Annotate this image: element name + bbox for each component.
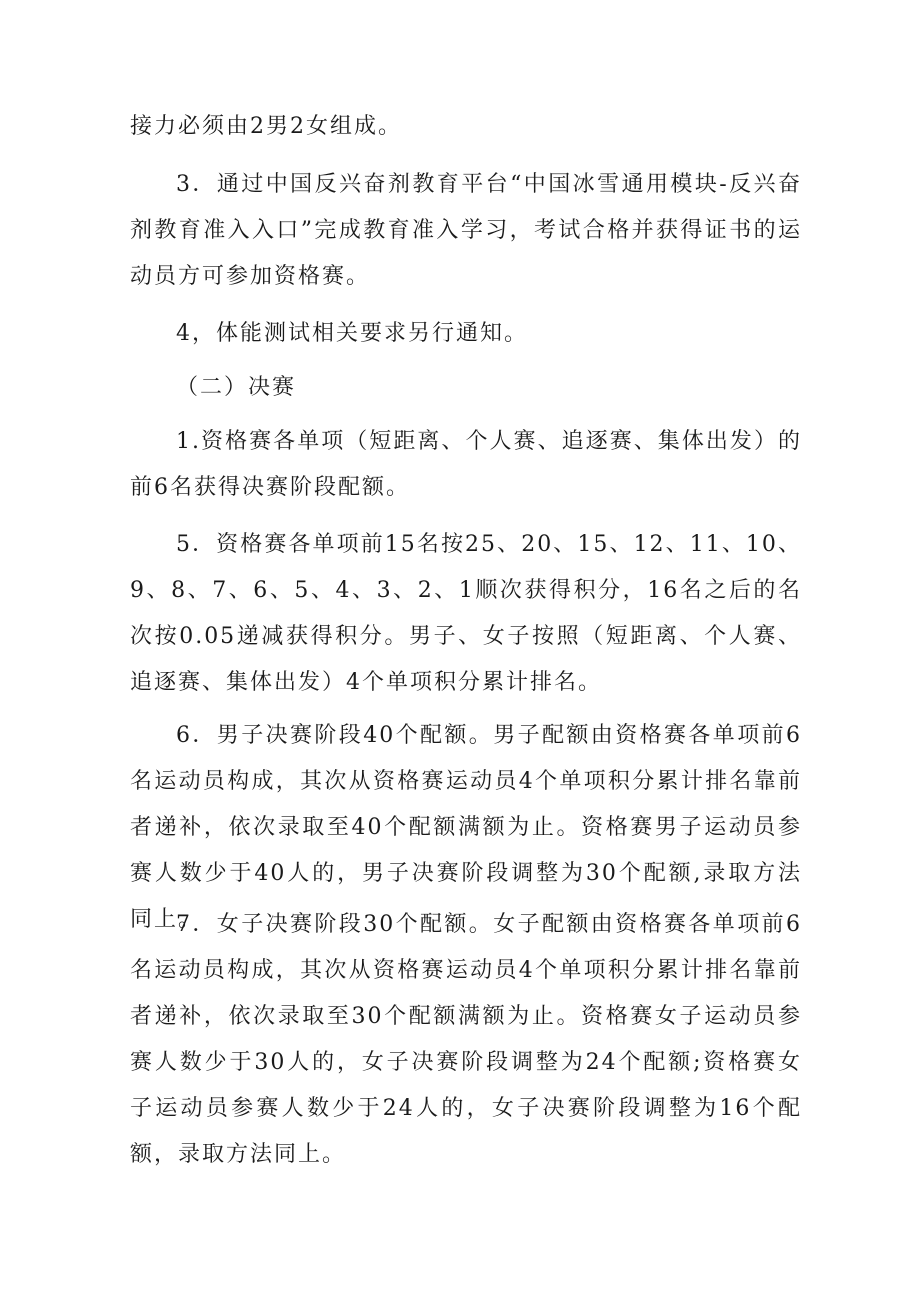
paragraph-item-3-anti-doping: 3．通过中国反兴奋剂教育平台“中国冰雪通用模块-反兴奋剂教育准入入口”完成教育准入学习，考试合格并获得证书的运动员方可参加资格赛。: [130, 172, 802, 289]
section-heading-finals: （二）决赛: [176, 375, 297, 400]
paragraph-relay-composition: 接力必须由2男2女组成。: [130, 114, 402, 139]
paragraph-item-4-fitness-test: 4，体能测试相关要求另行通知。: [176, 321, 528, 346]
paragraph-item-7-women-quota: 7．女子决赛阶段30个配额。女子配额由资格赛各单项前6名运动员构成，其次从资格赛运动员4个单项积分累计排名靠前者递补，依次录取至30个配额满额为止。资格赛女子运动员参赛人数少于30人的，女子决赛阶段调整为24个配额;资格赛女子运动员参赛人数少于24人的，女子决赛阶段调整为16个配额，录取方法同上。: [130, 912, 802, 1167]
paragraph-item-6-men-quota: 6．男子决赛阶段40个配额。男子配额由资格赛各单项前6名运动员构成，其次从资格赛运动员4个单项积分累计排名靠前者递补，依次录取至40个配额满额为止。资格赛男子运动员参赛人数少于40人的，男子决赛阶段调整为30个配额,录取方法同上。: [130, 723, 802, 932]
paragraph-item-1-finals-quota: 1.资格赛各单项（短距离、个人赛、追逐赛、集体出发）的前6名获得决赛阶段配额。: [130, 429, 802, 500]
paragraph-item-5-points: 5．资格赛各单项前15名按25、20、15、12、11、10、9、8、7、6、5、4、3、2、1顺次获得积分，16名之后的名次按0.05递减获得积分。男子、女子按照（短距离、个人赛、追逐赛、集体出发）4个单项积分累计排名。: [130, 532, 802, 695]
